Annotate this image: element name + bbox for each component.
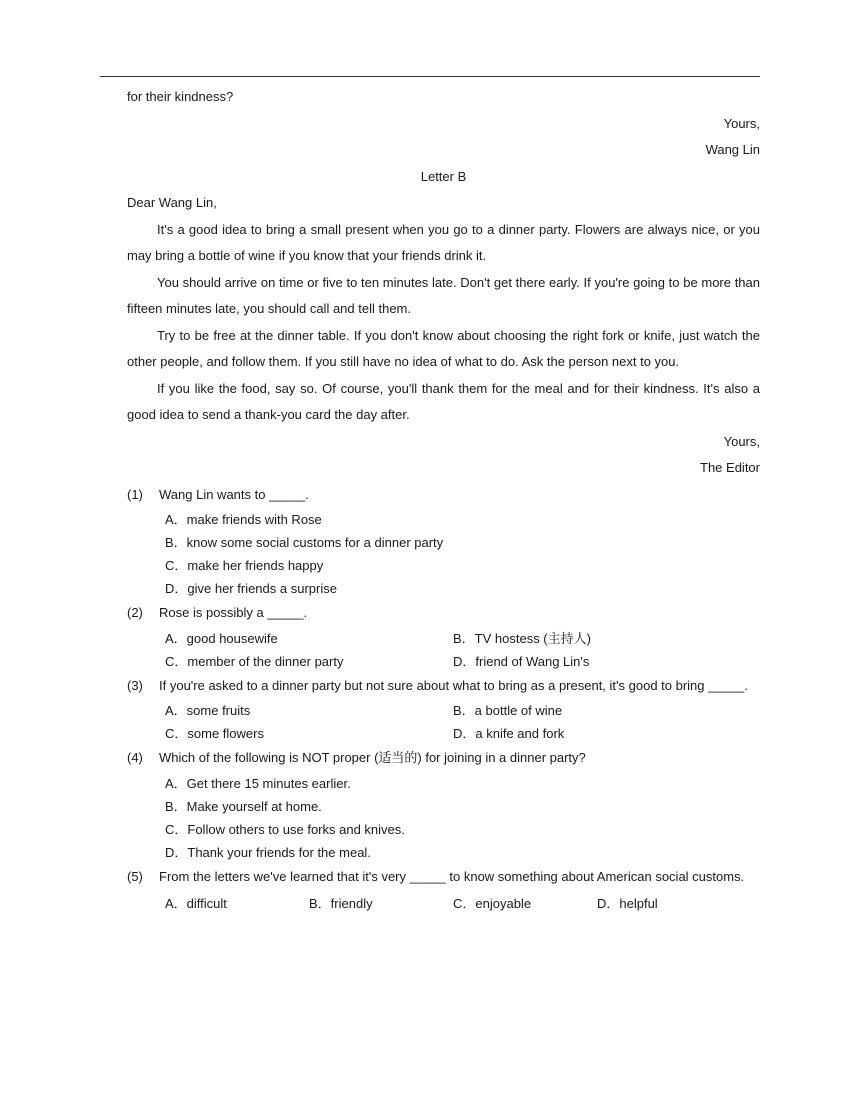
option-b: B．friendly [309,896,373,911]
option-c: C．some flowers [165,726,264,741]
question-text: If you're asked to a dinner party but not sure about what to bring as a present, it's good to bring _____. [159,677,748,693]
letter-a-signature: Wang Lin [705,142,760,157]
option-d: D．helpful [597,896,658,911]
option-c: C．member of the dinner party [165,653,344,669]
question-number: (1) [127,486,143,502]
question-2-options [165,627,760,673]
question-text: Which of the following is NOT proper (适当的) for joining in a dinner party? [159,750,586,765]
question-number: (5) [127,868,143,884]
option-c: C．make her friends happy [165,558,324,573]
option-a: A．Get there 15 minutes earlier. [165,775,351,791]
option-c: C．enjoyable [453,896,532,911]
option-a: A．good housewife [165,630,278,646]
option-b: B．know some social customs for a dinner party [165,535,444,550]
question-1-options [165,508,760,600]
question-5-options [165,892,760,916]
letter-b-paragraph: It's a good idea to bring a small present when you go to a dinner party. Flowers are always nice, or you may bring a bottle of wine if you know that your friends drink it. [127,221,760,263]
option-b: B．Make yourself at home. [165,798,322,814]
option-d: D．friend of Wang Lin's [453,653,590,669]
question-4 [127,745,760,772]
option-d: D．Thank your friends for the meal. [165,844,371,860]
question-4-options [165,772,760,864]
letter-b-closing: Yours, [723,433,760,449]
option-a: A．difficult [165,896,227,911]
letter-b-signature: The Editor [700,460,760,475]
letter-b-paragraph: You should arrive on time or five to ten minutes late. Don't get there early. If you're going to be more than fifteen minutes late, you should call and tell them. [127,274,760,316]
option-b: B．a bottle of wine [453,703,563,718]
header-rule [100,76,760,77]
question-number: (2) [127,605,143,620]
letter-b-salutation: Dear Wang Lin, [127,195,217,210]
option-d: D．give her friends a surprise [165,581,337,596]
question-5 [127,864,760,891]
option-b: B．TV hostess (主持人) [453,630,591,646]
letter-a-closing: Yours, [723,115,760,131]
question-3-options [165,699,760,745]
question-text: Rose is possibly a _____. [159,605,308,620]
option-d: D．a knife and fork [453,726,565,741]
question-text: Wang Lin wants to _____. [159,486,309,502]
letter-b-title: Letter B [420,168,467,184]
letter-b-paragraph: Try to be free at the dinner table. If you don't know about choosing the right fork or knife, just watch the other people, and follow them. If you still have no idea of what to do. Ask the person next to you. [127,327,760,369]
option-a: A．make friends with Rose [165,512,322,527]
question-1 [127,482,760,509]
letter-b-paragraph: If you like the food, say so. Of course, you'll thank them for the meal and for their kindness. It's also a good idea to send a thank-you card the day after. [127,380,760,422]
question-text: From the letters we've learned that it's very _____ to know something about American social customs. [159,868,745,884]
question-number: (4) [127,750,143,765]
option-c: C．Follow others to use forks and knives. [165,821,405,837]
letter-a-continuation: for their kindness? [127,89,234,104]
question-number: (3) [127,677,143,693]
question-3 [127,673,760,700]
question-2 [127,600,760,627]
option-a: A．some fruits [165,703,251,718]
document-content [127,84,760,916]
